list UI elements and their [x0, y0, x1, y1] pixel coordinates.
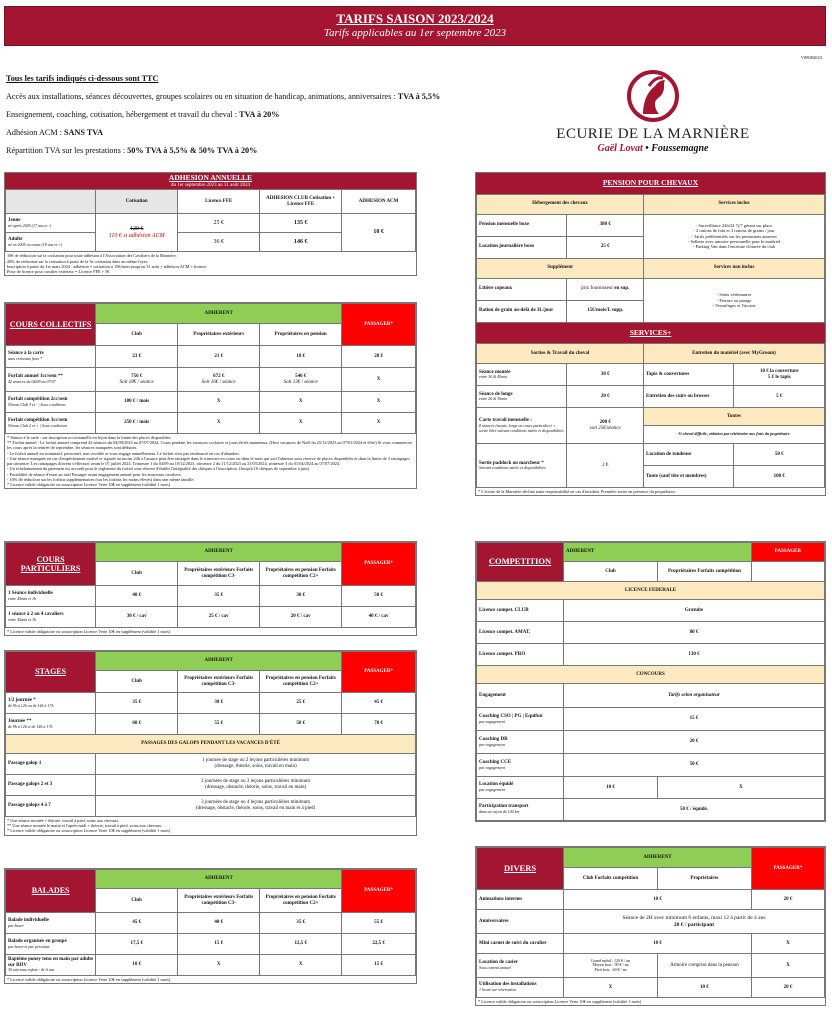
collectifs-adherent: ADHERENT — [96, 304, 342, 324]
cours-particuliers-section — [4, 541, 417, 636]
table-row: Mini carnet de suivi du cavalier 10 € X — [477, 934, 825, 954]
particuliers-title: COURS PARTICULIERS — [6, 543, 96, 586]
divers-note: * Licence valide obligatoire ou souscription Licence Verte 10€ en supplément (validité 1 mois) — [478, 999, 642, 1004]
table-row: Participation transport dans un rayon de 100 km 50 € / équidé. — [477, 799, 825, 821]
club-jeune: 135 € — [260, 214, 342, 233]
intro-line-3: Adhésion ACM : SANS TVA — [6, 128, 104, 137]
galops-title: PASSAGES DES GALOPS PENDANT LES VACANCES D'ÉTÉ — [6, 735, 416, 754]
col-licence-ffe: Licence FFE — [178, 190, 260, 214]
table-row: Balade individuelle par heure 45 € 40 € 35 € 55 € — [6, 913, 416, 934]
cotisation-cell: 120 € 110 € si adhésion ACM — [96, 214, 178, 252]
particuliers-note: * Licence valide obligatoire ou souscription Licence Verte 10€ en supplément (validité 1 mois) — [7, 629, 171, 634]
page-title: TARIFS SAISON 2023/2024 — [336, 11, 494, 26]
table-row: Coaching CSO | PG | Equifun par engagement 15 € — [477, 708, 825, 731]
collectifs-passager: PASSAGER* — [342, 304, 416, 346]
table-row: Séance de longe entre 20 & 30min 20 € Entretien des cuirs ou brosses 5 € — [477, 386, 825, 408]
stages-notes: * Une séance montée + théorie, travail à pied, soins aux chevaux. ** Une séance montée le matin et l'après-midi + théorie, travail à pied, soins aux chevaux. * Licence valide obligatoire ou souscription Licence Verte 10€ en supplément (validité 1 mois) — [7, 818, 171, 834]
divers-table: DIVERS ADHERENT PASSAGER* Club Forfaits compétition Propriétaires Animations internes 10 € 20 € Anniversaires Séance de 2H avec minimum 6 enfants, maxi 12 à partir de 4 ans 20 € / participant Mini carnet de suivi du cavalier 10 € X Location de casier Sous contrat annuel Grand métal : 120 € / an Moyen bois : 90 € / an Petit bois : 60 € / an Armoire comprise dans la pension X Utilisation des installations 1 heure sur réservation X 10 € 20 € — [476, 847, 825, 998]
intro-line-2: Enseignement, coaching, cotisation, hébergement et travail du cheval : TVA à 20% — [6, 110, 280, 119]
table-row: Séance montée entre 30 & 45min 30 € Tapis & couvertures 10 € la couverture 5 € le tapis — [477, 364, 825, 386]
col-cotisation: Cotisation — [96, 190, 178, 214]
competition-table: COMPETITION ADHERENT PASSAGER Club Propriétaires Forfaits compétition LICENCE FEDERALE Licence compet. CLUB Gratuite Licence compet. AMAT. 80 € Licence compet. PRO 130 € CONCOURS Engagement Tarifs selon organisateur Coaching CSO | PG | Equifun par engagement 15 € Coaching DR par engagement 20 € Coaching CCE par engagement 50 € Location équidé par engagement 10 € X Participation transport dans un rayon de 100 km 50 € / équidé. — [476, 542, 825, 821]
collectifs-table: COURS COLLECTIFS ADHERENT PASSAGER* Club Propriétaires extérieurs Propriétaires en pension Séance à la carte sans créneaux fixes * 23 € 21 € 18 € 28 € Forfait annuel 1cc/sem ** 42 séances du 04/09 au 07/07 756 € Soit 18€ / séance 672 € Soit 16€ / séance 546 € Soit 13€ / séance X Forfait compétition 2cc/sem Niveau Club 3 et - | Sous conditions 180 € / mois X X X Forfait compétition 3cc/sem Niveau Club 2 et + | Sous conditions 250 € / mois X X X — [5, 303, 416, 434]
table-row: Coaching CCE par engagement 50 € — [477, 754, 825, 777]
divers-section — [475, 846, 826, 1006]
table-row: Licence compet. PRO 130 € — [477, 644, 825, 666]
adhesion-header — [5, 173, 416, 189]
table-row: 1 Séance individuelle entre 45min et 1h 40 € 35 € 30 € 50 € — [6, 586, 416, 607]
table-row: Baptême poney tenu en main par adulte sur RDV 30 min max enfant - de 6 ans 10 € X X 15 € — [6, 955, 416, 976]
table-row: Balade organisée en groupe par heure et par personne 17,5 € 15 € 12,5 € 22,5 € — [6, 934, 416, 955]
particuliers-table: COURS PARTICULIERS ADHERENT PASSAGER* Club Propriétaires extérieurs Forfaits compétition C3- Propriétaires en pension Forfaits compétition C2+ 1 Séance individuelle entre 45min et 1h 40 € 35 € 30 € 50 € 1 séance à 2 ou 4 cavaliers entre 45min et 1h 30 € / cav 25 € / cav 20 € / cav 40 € / cav — [5, 542, 416, 628]
page-subtitle: Tarifs applicables au 1er septembre 2023 — [323, 26, 507, 39]
table-row: Séance à la carte sans créneaux fixes * 23 € 21 € 18 € 28 € — [6, 346, 416, 368]
col-adhesion-acm: ADHESION ACM — [342, 190, 416, 214]
table-row: Licence compet. CLUB Gratuite — [477, 600, 825, 622]
adhesion-table — [5, 189, 416, 252]
competition-title: COMPETITION — [477, 543, 564, 582]
services-note: * L'écurie de la Marnière décline toute responsabilité en cas d'incident. Première sortie en présence du propriétaire. — [478, 489, 676, 495]
cours-collectifs-section — [4, 302, 417, 489]
table-row: Journée ** de 9h à 12h et de 14h à 17h 60 € 55 € 50 € 70 € — [6, 714, 416, 735]
licence-jeune: 25 € — [178, 214, 260, 233]
header-banner — [4, 6, 826, 46]
horse-head-logo-icon — [625, 68, 681, 124]
collectifs-title: COURS COLLECTIFS — [6, 304, 96, 346]
table-row: 1/2 journée * de 9h à 12h ou de 14h à 17h 35 € 30 € 25 € 45 € — [6, 693, 416, 714]
row-jeune: Jeune né après 2005 (17 ans et -) — [6, 214, 96, 233]
adhesion-title: ADHESION ANNUELLE — [168, 173, 253, 182]
competition-section — [475, 541, 826, 822]
row-adulte: Adulte né en 2005 ou avant (18 ans et +) — [6, 233, 96, 252]
adhesion-notes: 10€ de réduction sur la cotisation pour toute adhésion à l'Association des Cavaliers de la Marnière. 20% de réduction sur la cotisation à partir de la 3e cotisation dans un même foyer. Inscription à partir du 1er mars 2024 : adhésion = cotisation à 15€/mois jusqu'au 31 août + adhésion ACM + licence. Prise de licence pour cavalier extérieur = Licence FFE + 5€ — [7, 253, 208, 275]
table-row: Engagement Tarifs selon organisateur — [477, 684, 825, 708]
table-row: Animations internes 10 € 20 € — [477, 890, 825, 910]
stages-section — [4, 650, 417, 836]
adhesion-section — [4, 172, 417, 276]
pension-title: PENSION POUR CHEVAUX — [476, 173, 825, 194]
intro-line-4: Répartition TVA sur les prestations : 50% TVA à 5,5% & 50% TVA à 20% — [6, 146, 258, 155]
table-row: Passage galops 2 et 3 2 journées de stage ou 3 leçons particulières minimum (dressage, obstacle, théorie, soins, travail en main) — [6, 775, 416, 796]
table-row: Passage galops 4 à 7 3 journées de stage ou 4 leçons particulières minimum (dressage, obstacle, théorie, soins, travail en main et à pied) — [6, 796, 416, 817]
balades-title: BALADES — [6, 870, 96, 913]
balades-section — [4, 868, 417, 984]
logo — [548, 68, 758, 158]
table-row: Forfait annuel 1cc/sem ** 42 séances du 04/09 au 07/07 756 € Soit 18€ / séance 672 € Soit 16€ / séance 546 € Soit 13€ / séance X — [6, 368, 416, 392]
pension-section — [475, 172, 826, 496]
table-row: Forfait compétition 3cc/sem Niveau Club 2 et + | Sous conditions 250 € / mois X X X — [6, 413, 416, 434]
services-inclus-list: - Surveillance 24h/24 7j/7 gérant sur place - 2 rations de foin et 3 rations de grains / jour - Tarifs préférentiels sur les prestations annexes - Sellerie avec armoire personnelle pour le matériel - Parking Van dans l'enceinte clôturée du club — [644, 214, 825, 258]
intro-line-1: Accès aux installations, séances découvertes, groupes scolaires ou en situation de handicap, animations, anniversaires : TVA à 5,5% — [6, 92, 441, 101]
club-adulte: 146 € — [260, 233, 342, 252]
intro — [6, 70, 546, 160]
logo-name: ECURIE DE LA MARNIÈRE — [556, 126, 750, 142]
stages-title: STAGES — [6, 652, 96, 693]
table-row: 1 séance à 2 ou 4 cavaliers entre 45min et 1h 30 € / cav 25 € / cav 20 € / cav 40 € / cav — [6, 607, 416, 628]
divers-title: DIVERS — [477, 848, 564, 890]
table-row: Passage galop 1 1 journée de stage ou 2 leçons particulières minimum (dressage, théorie, soins, travail en main) — [6, 754, 416, 775]
pension-table: Hébergement des chevaux Services inclus Pension mensuelle boxe 380 € - Surveillance 24h/24 7j/7 gérant sur place - 2 rations de foin et 3 rations de grains / jour - Tarifs préférentiels sur les prestations annexes - Sellerie avec armoire personnelle pour le matériel - Parking Van dans l'enceinte clôturée du club Location journalière boxe 25 € Supplément Services non inclus Litière copeaux prix fournisseur en sup. - Soins vétérinaires - Ferrure ou parage - Vermifuges et Vaccins Ration de grain au-delà de 3L/jour 15€/mois/L supp. — [476, 194, 825, 323]
adhesion-period: du 1er septembre 2023 au 31 août 2024 — [170, 182, 250, 188]
table-row: Location équidé par engagement 10 € X — [477, 777, 825, 799]
services-non-inclus-list: - Soins vétérinaires - Ferrure ou parage - Vermifuges et Vaccins — [644, 278, 825, 322]
version-code: V08082023 — [800, 55, 822, 60]
services-title: SERVICES+ — [476, 323, 825, 344]
balades-note: * Licence valide obligatoire ou souscription Licence Verte 10€ en supplément (validité 1 mois) — [7, 977, 171, 982]
logo-subtitle: Gaël Lovat • Foussemagne — [597, 143, 709, 155]
table-row: Anniversaires Séance de 2H avec minimum 6 enfants, maxi 12 à partir de 4 ans 20 € / participant — [477, 910, 825, 934]
col-adhesion-club: ADHESION CLUB Cotisation + Licence FFE — [260, 190, 342, 214]
stages-table: STAGES ADHERENT PASSAGER* Club Propriétaires extérieurs Forfaits compétition C3- Propriétaires en pension Forfaits compétition C2+ 1/2 journée * de 9h à 12h ou de 14h à 17h 35 € 30 € 25 € 45 € Journée ** de 9h à 12h et de 14h à 17h 60 € 55 € 50 € 70 € PASSAGES DES GALOPS PENDANT LES VACANCES D'ÉTÉ Passage galop 1 1 journée de stage ou 2 leçons particulières minimum (dressage, théorie, soins, travail en main) Passage galops 2 et 3 2 journées de stage ou 3 leçons particulières minimum (dressage, obstacle, théorie, soins, travail en main) Passage galops 4 à 7 3 journées de stage ou 4 leçons particulières minimum (dressage, obstacle, théorie, soins, travail en main et à pied) — [5, 651, 416, 817]
table-row: Location de casier Sous contrat annuel Grand métal : 120 € / an Moyen bois : 90 € / an Petit bois : 60 € / an Armoire comprise dans la pension X — [477, 954, 825, 978]
table-row: Utilisation des installations 1 heure sur réservation X 10 € 20 € — [477, 978, 825, 998]
licence-adulte: 36 € — [178, 233, 260, 252]
acm-price: 10 € — [342, 214, 416, 252]
collectifs-notes: * Séance à la carte : sur inscription occasionnelle en leçon dans la limite des places disponibles. ** Forfait annuel : Le forfait annuel comprend 42 séances du 04/09/2023 au 07/07/2024. Cours pendant les vacances scolaires et jours fériés maintenus. (Hors vacances de Noël du 25/12/2023 au 07/01/2024 et d'été) Si vous commencez les cours après la rentrée de septembre, les séances manquées sont déduites. - Le forfait annuel est nominatif, personnel, non cessible et vous engage annuellement. Le forfait n'est pas remboursé en cas d'abandon. - Une séance manquée en cas d'empêchement motivé et signalé au moins 24h à l'avance peut être rattrapée dans le trimestre en cours ou dans le mois qui suit l'absence sous réserve de places disponibles et dans la limite de 3 rattrapages par trimestre. Les rattrapages doivent s'effectuer avant le 07 juillet 2024. Trimestre 1 du 04/09 au 10/12/2023, trimestre 2 du 11/12/2023 au 31/03/2024, trimestre 3 du 01/04/2024 au 07/07/2024. - Un échelonnement du paiement est accordé pour le règlement du forfait sous réserve d'établir l'intégralité des chèques à l'inscription. (Jusqu'à 10 chèques de septembre à juin). - Possibilité de séance d'essai au tarif Passager avant engagement annuel pour les nouveaux cavaliers. - 10% de réduction sur les forfaits supplémentaires (sur les forfaits les moins élevés) dans une même famille. * Licence valide obligatoire ou souscription Licence Verte 10€ en supplément (validité 1 mois) — [7, 435, 413, 488]
table-row: Forfait compétition 2cc/sem Niveau Club 3 et - | Sous conditions 180 € / mois X X X — [6, 392, 416, 413]
balades-table: BALADES ADHERENT PASSAGER* Club Propriétaires extérieurs Forfaits compétition C3- Propriétaires en pension Forfaits compétition C2+ Balade individuelle par heure 45 € 40 € 35 € 55 € Balade organisée en groupe par heure et par personne 17,5 € 15 € 12,5 € 22,5 € Baptême poney tenu en main par adulte sur RDV 30 min max enfant - de 6 ans 10 € X X 15 € — [5, 869, 416, 976]
services-table: Sorties & Travail du cheval Entretien du matériel (avec MyGroom) Séance montée entre 30 & 45min 30 € Tapis & couvertures 10 € la couverture 5 € le tapis Séance de longe entre 20 & 30min 20 € Entretien des cuirs ou brosses 5 € Carte travail mensuelle : 8 séances (monte, longe ou cours particulier) + sortie libre suivant conditions météo et disponibilités 200 € soit 25€/séance Tontes Si cheval difficile, sédation par vétérinaire aux frais du propriétaire Sortie paddock ou marcheur * Suivant conditions météo et disponibilités 2 € Location de tondeuse 50 € Tonte (sauf tête et membres) 100 € — [476, 343, 825, 488]
intro-heading: Tous les tarifs indiqués ci-dessous sont TTC — [6, 74, 159, 83]
table-row: Coaching DR par engagement 20 € — [477, 731, 825, 754]
table-row: Licence compet. AMAT. 80 € — [477, 622, 825, 644]
